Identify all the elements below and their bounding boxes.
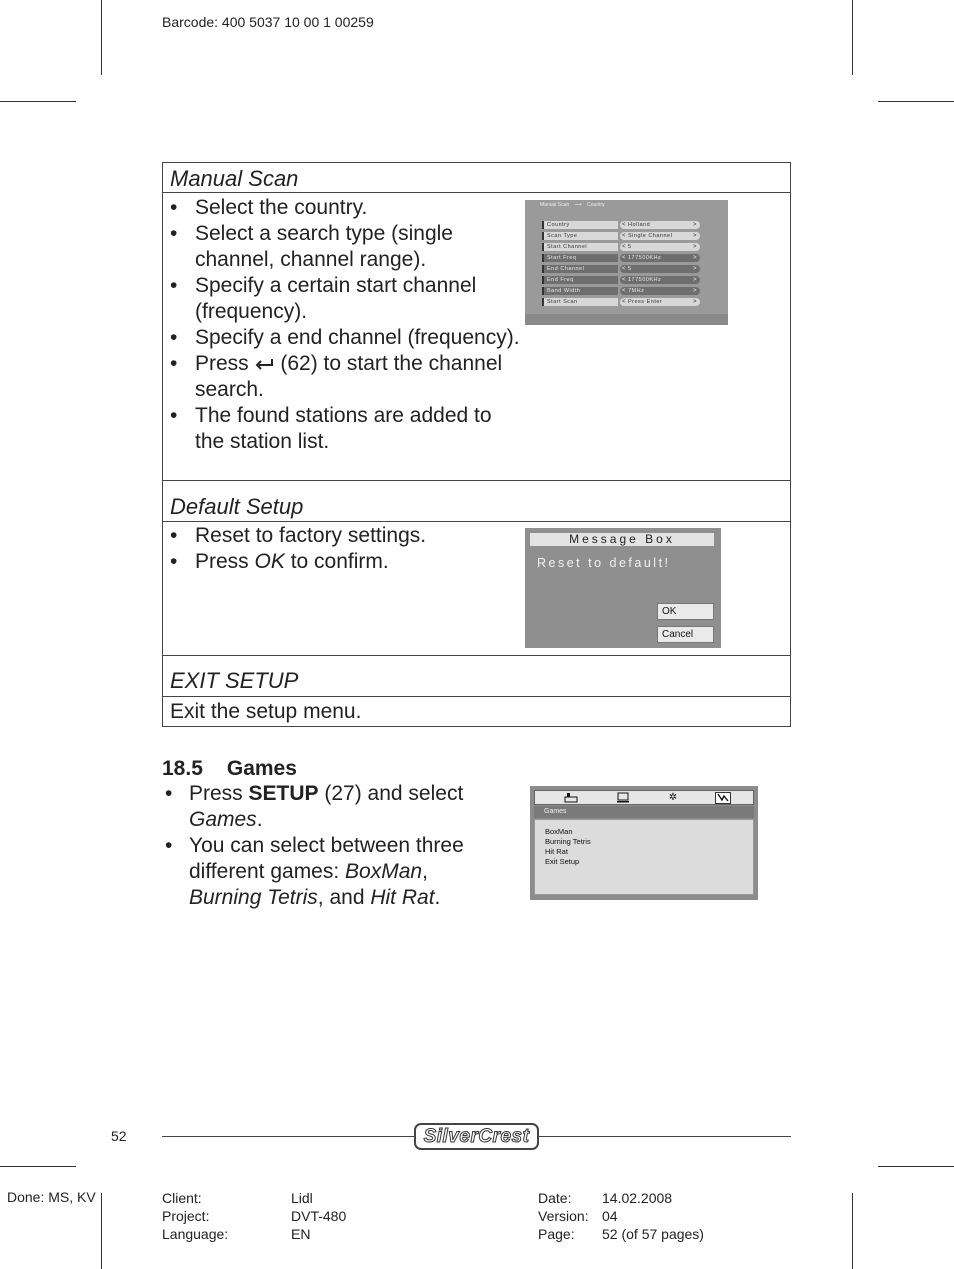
- crop-mark: [101, 0, 102, 75]
- project-value: DVT-480: [291, 1208, 347, 1224]
- menu-item-boxman[interactable]: BoxMan: [545, 827, 573, 836]
- scan-row[interactable]: [542, 287, 701, 295]
- enter-instruction: (62) to start the channel search.: [195, 352, 503, 401]
- menu-item-exit-setup[interactable]: Exit Setup: [545, 857, 580, 866]
- scan-row-label: End Freq: [542, 276, 618, 284]
- version-value: 04: [602, 1208, 618, 1224]
- scan-row[interactable]: [542, 276, 701, 284]
- footer-bar: [525, 314, 728, 325]
- scan-row-value-text: 7MHz: [628, 288, 645, 294]
- text: ,: [422, 860, 428, 883]
- divider: [162, 696, 791, 697]
- list-item: • Select the country.: [170, 195, 520, 221]
- exit-setup-text: Exit the setup menu.: [170, 700, 362, 723]
- menu-icon-bar: [534, 790, 754, 805]
- scan-row-value[interactable]: [620, 265, 700, 273]
- breadcrumb: [540, 202, 605, 208]
- scan-row-label: Start Freq: [542, 254, 618, 262]
- menu-item-hit-rat[interactable]: Hit Rat: [545, 847, 568, 856]
- manual-scan-screenshot: [525, 200, 728, 325]
- games-screenshot: [530, 786, 758, 900]
- footer-rule: [539, 1136, 791, 1137]
- client-label: Client:: [162, 1190, 202, 1206]
- arrow-right-icon[interactable]: >: [692, 277, 697, 283]
- version-label: Version:: [538, 1208, 589, 1224]
- message-box: [525, 528, 721, 648]
- breadcrumb-left: Manual Scan: [540, 202, 570, 208]
- arrow-left-icon[interactable]: <: [622, 299, 627, 305]
- games-heading: [162, 757, 297, 781]
- language-value: EN: [291, 1226, 311, 1242]
- scan-row-label: Band Width: [542, 287, 618, 295]
- arrow-left-icon[interactable]: <: [622, 233, 627, 239]
- divider: [162, 192, 791, 193]
- crop-mark: [0, 101, 76, 102]
- language-label: Language:: [162, 1226, 229, 1242]
- crop-mark: [0, 1166, 76, 1167]
- scan-row-label: Start Channel: [542, 243, 618, 251]
- game-name: Hit Rat: [370, 886, 435, 909]
- monitor-icon: [615, 792, 631, 804]
- list-item: [170, 351, 520, 403]
- games-list: [165, 781, 495, 911]
- scan-row-value[interactable]: [620, 232, 700, 240]
- arrow-left-icon[interactable]: <: [622, 244, 627, 250]
- silvercrest-logo: SilverCrest: [414, 1123, 539, 1150]
- project-label: Project:: [162, 1208, 210, 1224]
- text: (27) and select: [318, 782, 464, 805]
- done-text: Done: MS, KV: [7, 1189, 96, 1205]
- scan-row-value-text: Single Channel: [628, 233, 673, 239]
- enter-arrow-icon: [255, 352, 275, 375]
- list-item: • Reset to factory settings.: [170, 523, 520, 549]
- scan-row-label: End Channel: [542, 265, 618, 273]
- barcode-text: Barcode: 400 5037 10 00 1 00259: [162, 14, 374, 30]
- menu-item-burning-tetris[interactable]: Burning Tetris: [545, 837, 591, 846]
- scan-row[interactable]: [542, 254, 701, 262]
- scan-row-value[interactable]: [620, 298, 700, 306]
- page-number: 52: [111, 1128, 127, 1144]
- arrow-right-icon: ⟶: [574, 202, 582, 208]
- scan-row-value[interactable]: [620, 276, 700, 284]
- text: Press: [189, 782, 249, 805]
- section-number: 18.5: [162, 757, 203, 780]
- date-label: Date:: [538, 1190, 572, 1206]
- scan-row-value[interactable]: [620, 287, 700, 295]
- ok-emphasis: OK: [254, 550, 285, 573]
- breadcrumb-right: Country: [587, 202, 605, 208]
- tv-setup-icon: [563, 792, 579, 804]
- exit-setup-title: EXIT SETUP: [170, 668, 299, 693]
- list-item: [165, 833, 495, 911]
- ok-button[interactable]: OK: [657, 603, 714, 620]
- scan-row-value-text: 5: [628, 244, 632, 250]
- page-label: Page:: [538, 1226, 575, 1242]
- scan-row[interactable]: [542, 243, 701, 251]
- default-setup-list: [170, 523, 520, 575]
- page-value: 52 (of 57 pages): [602, 1226, 704, 1242]
- text: different games:: [189, 860, 346, 883]
- manual-scan-title: Manual Scan: [170, 166, 299, 191]
- client-value: Lidl: [291, 1190, 313, 1206]
- default-setup-title: Default Setup: [170, 494, 304, 519]
- meta-labels-right: [538, 1189, 589, 1243]
- scan-row-value-text: Holland: [628, 222, 651, 228]
- scan-row-value-text: Press Enter: [628, 299, 663, 305]
- crop-mark: [878, 1166, 954, 1167]
- arrow-left-icon[interactable]: <: [622, 266, 627, 272]
- arrow-right-icon[interactable]: >: [692, 299, 697, 305]
- games-emphasis: Games: [189, 808, 257, 831]
- manual-scan-list: [170, 195, 520, 455]
- message-box-text: Reset to default!: [537, 556, 671, 570]
- press-label: Press: [195, 352, 249, 375]
- cancel-button[interactable]: Cancel: [657, 626, 714, 643]
- section-title: Games: [226, 757, 297, 780]
- crop-mark: [101, 1193, 102, 1269]
- games-tab: Games: [534, 806, 754, 818]
- scan-row-value[interactable]: [620, 243, 700, 251]
- crop-mark: [878, 101, 954, 102]
- crop-mark: [852, 1193, 853, 1269]
- arrow-left-icon[interactable]: <: [622, 222, 627, 228]
- list-item: • Select a search type (single channel, channel range).: [170, 221, 520, 273]
- divider: [162, 655, 791, 656]
- arrow-right-icon[interactable]: >: [692, 233, 697, 239]
- list-item: [165, 781, 495, 833]
- scan-row[interactable]: [542, 232, 701, 240]
- message-box-title: Message Box: [530, 533, 714, 546]
- game-name: Burning Tetris: [189, 886, 318, 909]
- scan-row-value-text: 5: [628, 266, 632, 272]
- text: You can select between three: [189, 834, 464, 857]
- game-name: BoxMan: [345, 860, 423, 883]
- meta-labels-left: [162, 1189, 228, 1243]
- footer-rule: [162, 1136, 415, 1137]
- gear-icon: ✲: [668, 792, 678, 803]
- scan-row[interactable]: [542, 298, 701, 306]
- list-item: • The found stations are added to the station list.: [170, 403, 520, 455]
- text: .: [256, 808, 263, 831]
- text: .: [434, 886, 441, 909]
- date-value: 14.02.2008: [602, 1190, 673, 1206]
- text: , and: [317, 886, 371, 909]
- meta-values-left: [291, 1189, 346, 1243]
- scan-row-value[interactable]: [620, 221, 700, 229]
- list-item: • Specify a certain start channel (frequency).: [170, 273, 520, 325]
- arrow-right-icon[interactable]: >: [692, 266, 697, 272]
- arrow-left-icon[interactable]: <: [622, 255, 627, 261]
- scan-row-label: Start Scan: [542, 298, 618, 306]
- scan-row-value-text: 177500KHz: [628, 277, 662, 283]
- arrow-right-icon[interactable]: >: [692, 255, 697, 261]
- text: Press: [195, 550, 255, 573]
- scan-row-value[interactable]: [620, 254, 700, 262]
- divider: [162, 480, 791, 481]
- scan-row-value-text: 177500KHz: [628, 255, 662, 261]
- setup-bold: SETUP: [248, 782, 319, 805]
- games-icon: [715, 792, 731, 804]
- arrow-right-icon[interactable]: >: [692, 222, 697, 228]
- divider: [162, 521, 791, 522]
- text: to confirm.: [284, 550, 389, 573]
- arrow-left-icon[interactable]: <: [622, 277, 627, 283]
- list-item: • Specify a end channel (frequency).: [170, 325, 520, 351]
- arrow-right-icon[interactable]: >: [692, 244, 697, 250]
- arrow-left-icon[interactable]: <: [622, 288, 627, 294]
- scan-row-label: Country: [542, 221, 618, 229]
- scan-row-label: Scan Type: [542, 232, 618, 240]
- list-item: [170, 549, 520, 575]
- scan-row[interactable]: [542, 265, 701, 273]
- arrow-right-icon[interactable]: >: [692, 288, 697, 294]
- meta-values-right: [602, 1189, 704, 1243]
- scan-row[interactable]: [542, 221, 701, 229]
- games-menu: [534, 819, 754, 895]
- crop-mark: [852, 0, 853, 75]
